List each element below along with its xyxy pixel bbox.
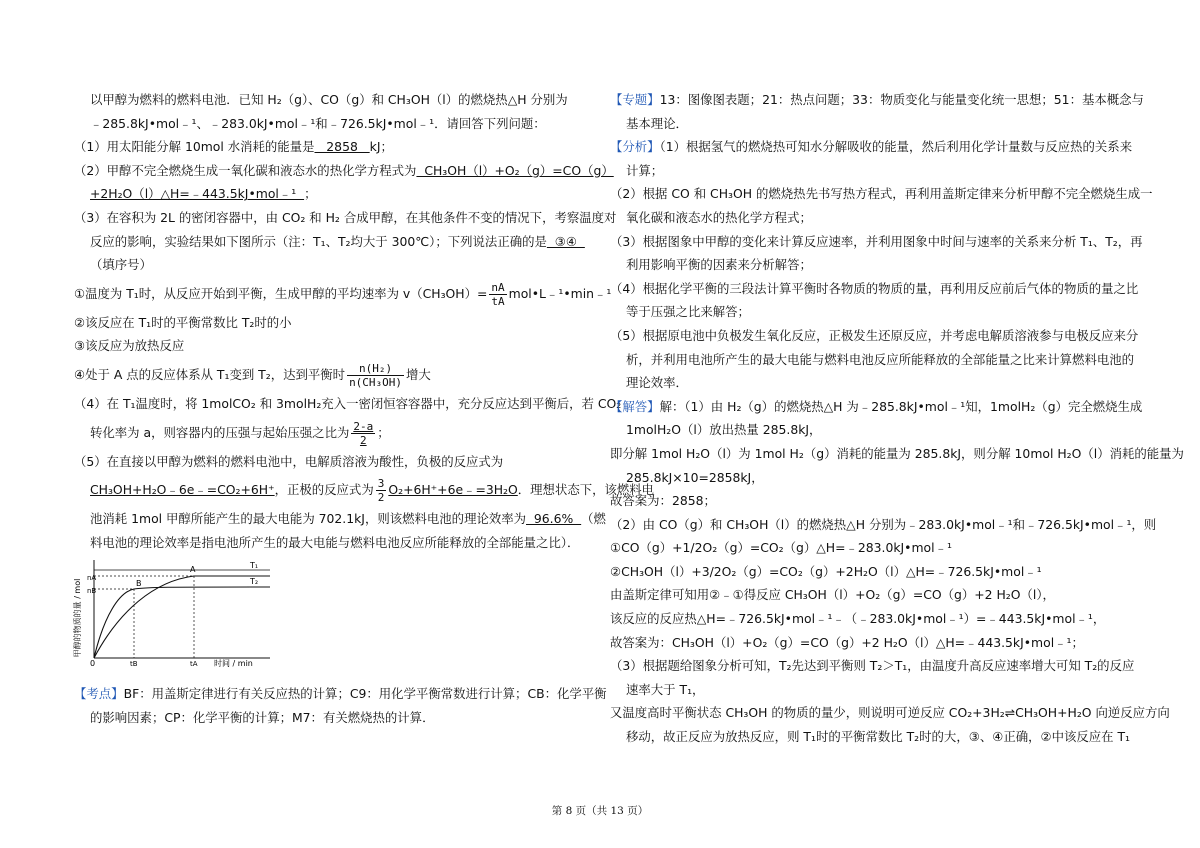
answer-1: 2858 xyxy=(314,139,370,155)
curve-t1 xyxy=(94,576,270,658)
intro-line-2: ﹣285.8kJ•mol﹣¹、﹣283.0kJ•mol﹣¹和﹣726.5kJ•mol﹣¹．请回答下列问题： xyxy=(90,115,546,131)
fraction-na-ta: $\frac{nA}{tA}$ xyxy=(491,280,505,308)
fenxi-line-11: 理论效率． xyxy=(626,375,688,391)
right-column xyxy=(610,88,1184,749)
question-4-line-2: 转化率为 a，则容器内的压强与起始压强之比为 $\frac{2-a}{2}$ ； xyxy=(90,419,390,447)
fenxi-line-2: 计算； xyxy=(626,162,664,178)
methanol-amount-graph xyxy=(74,556,274,668)
answer-5c: 96.6% xyxy=(526,511,582,527)
question-5-line-3: 池消耗 1mol 甲醇所能产生的最大电能为 702.1kJ，则该燃料电池的理论效率为 96.6% （燃 xyxy=(90,511,606,527)
fenxi-line-10: 析，并利用电池所产生的最大电能与燃料电池反应所能释放的全部能量之比来计算燃料电池的 xyxy=(626,351,1135,367)
graph-xlabel: 时间 / min xyxy=(214,659,253,669)
fraction-h2-ch3oh: $\frac{\text{n(H₂)}}{\text{n(CH₃OH)}}$ xyxy=(349,361,403,389)
answer-2a: CH₃OH（l）+O₂（g）=CO（g） xyxy=(416,162,614,178)
kaodian-line-2: 的影响因素；CP：化学平衡的计算；M7：有关燃烧热的计算． xyxy=(90,709,435,725)
question-4-line-1: （4）在 T₁温度时，将 1molCO₂ 和 3molH₂充入一密闭恒容容器中，充分反应达到平衡后，若 CO₂ xyxy=(74,395,622,411)
jieda-line-6: （2）由 CO（g）和 CH₃OH（l）的燃烧热△H 分别为﹣283.0kJ•mol﹣¹和﹣726.5kJ•mol﹣¹，则 xyxy=(610,516,1157,532)
option-4: ④处于 A 点的反应体系从 T₁变到 T₂，达到平衡时 $\frac{\text{n(H₂)}}{\text{n(CH₃OH)}}$ 增大 xyxy=(74,361,431,389)
option-1: ①温度为 T₁时，从反应开始到平衡，生成甲醇的平均速率为 v（CH₃OH）= $\frac{nA}{tA}$ mol•L﹣¹•min﹣¹ xyxy=(74,280,612,308)
fenxi-tag: 【分析】 xyxy=(610,139,660,155)
option-3: ③该反应为放热反应 xyxy=(74,338,185,354)
fenxi-line-5: （3）根据图象中甲醇的变化来计算反应速率，并利用图象中时间与速率的关系来分析 T₁、T₂，再 xyxy=(610,233,1143,249)
question-3-line-3: （填序号） xyxy=(90,257,152,273)
fenxi-line-9: （5）根据原电池中负极发生氧化反应，正极发生还原反应，并考虑电解质溶液参与电极反应来分 xyxy=(610,327,1139,343)
graph-svg xyxy=(74,556,274,668)
answer-5b: $\frac{3}{2}$ O₂+6H⁺+6e﹣=3H₂O xyxy=(377,477,518,505)
fenxi-line-8: 等于压强之比来解答； xyxy=(626,304,750,320)
jieda-line-5: 故答案为：2858； xyxy=(610,493,716,509)
jieda-line-14: 又温度高时平衡状态 CH₃OH 的物质的量少，则说明可逆反应 CO₂+3H₂⇌CH₃OH+H₂O 向逆反应方向 xyxy=(610,705,1170,721)
jieda-line-4: 285.8kJ×10=2858kJ， xyxy=(626,469,764,485)
kaodian-tag: 【考点】 xyxy=(74,686,124,702)
question-5-line-4: 料电池的理论效率是指电池所产生的最大电能与燃料电池反应所能释放的全部能量之比）． xyxy=(90,534,580,550)
question-1: （1）用太阳能分解 10mol 水消耗的能量是 2858 kJ； xyxy=(74,139,393,155)
curve-t2 xyxy=(94,587,270,658)
fenxi-line-4: 氧化碳和液态水的热化学方程式； xyxy=(626,209,812,225)
zhuanti-line-1: 【专题】13：图像图表题；21：热点问题；33：物质变化与能量变化统一思想；51：基本概念与 xyxy=(610,92,1144,107)
kaodian-line-1: 【考点】BF：用盖斯定律进行有关反应热的计算；C9：用化学平衡常数进行计算；CB：化学平衡 xyxy=(74,686,607,702)
intro-line-1: 以甲醇为燃料的燃料电池．已知 H₂（g）、CO（g）和 CH₃OH（l）的燃烧热△H 分别为 xyxy=(90,92,568,107)
jieda-tag: 【解答】 xyxy=(610,398,660,414)
answer-3: ③④ xyxy=(546,233,585,249)
fenxi-line-3: （2）根据 CO 和 CH₃OH 的燃烧热先书写热方程式，再利用盖斯定律来分析甲醇不完全燃烧生成一 xyxy=(610,186,1153,202)
label-nb: nB xyxy=(87,587,97,596)
jieda-line-3: 即分解 1mol H₂O（l）为 1mol H₂（g）消耗的能量为 285.8kJ，则分解 10mol H₂O（l）消耗的能量为 xyxy=(610,445,1184,461)
answer-4: $\frac{2-a}{2}$ xyxy=(353,419,374,447)
label-t1: T₁ xyxy=(250,561,259,571)
point-b-label: B xyxy=(136,579,142,589)
question-2-line-2: +2H₂O（l）△H=﹣443.5kJ•mol﹣¹ ； xyxy=(90,186,317,202)
question-2-line-1: （2）甲醇不完全燃烧生成一氧化碳和液态水的热化学方程式为 CH₃OH（l）+O₂（g）=CO（g） xyxy=(74,162,614,178)
label-origin: 0 xyxy=(90,659,96,669)
question-5-line-2: CH₃OH+H₂O﹣6e﹣=CO₂+6H⁺，正极的反应式为 $\frac{3}{2}$ O₂+6H⁺+6e﹣=3H₂O．理想状态下，该燃料电 xyxy=(90,477,655,505)
answer-2b: +2H₂O（l）△H=﹣443.5kJ•mol﹣¹ xyxy=(90,186,305,202)
fenxi-line-1: 【分析】（1）根据氢气的燃烧热可知水分解吸收的能量，然后利用化学计量数与反应热的关系来 xyxy=(610,139,1133,155)
label-t2: T₂ xyxy=(250,577,259,587)
graph-ylabel: 甲醇的物质的量 / mol xyxy=(73,578,82,658)
jieda-line-8: ②CH₃OH（l）+3/2O₂（g）=CO₂（g）+2H₂O（l）△H=﹣726.5kJ•mol﹣¹ xyxy=(610,563,1042,579)
jieda-line-11: 故答案为：CH₃OH（l）+O₂（g）=CO（g）+2 H₂O（l）△H=﹣443.5kJ•mol﹣¹； xyxy=(610,634,1084,650)
point-a-label: A xyxy=(190,565,196,575)
jieda-line-7: ①CO（g）+1/2O₂（g）=CO₂（g）△H=﹣283.0kJ•mol﹣¹ xyxy=(610,540,952,556)
label-na: nA xyxy=(87,574,97,583)
answer-5a: CH₃OH+H₂O﹣6e﹣=CO₂+6H⁺ xyxy=(90,482,275,498)
option-2: ②该反应在 T₁时的平衡常数比 T₂时的小 xyxy=(74,314,292,330)
fenxi-line-6: 利用影响平衡的因素来分析解答； xyxy=(626,257,812,273)
jieda-line-13: 速率大于 T₁， xyxy=(626,681,705,697)
fenxi-line-7: （4）根据化学平衡的三段法计算平衡时各物质的物质的量，再利用反应前后气体的物质的量之比 xyxy=(610,280,1139,296)
question-3-line-1: （3）在容积为 2L 的密闭容器中，由 CO₂ 和 H₂ 合成甲醇，在其他条件不变的情况下，考察温度对 xyxy=(74,209,617,225)
jieda-line-1: 【解答】解：（1）由 H₂（g）的燃烧热△H 为﹣285.8kJ•mol﹣¹知，1molH₂（g）完全燃烧生成 xyxy=(610,398,1143,414)
page-footer: 第 8 页（共 13 页） xyxy=(551,805,649,817)
label-tb: tB xyxy=(130,660,138,669)
zhuanti-line-2: 基本理论． xyxy=(626,115,688,131)
jieda-line-9: 由盖斯定律可知用②﹣①得反应 CH₃OH（l）+O₂（g）=CO（g）+2 H₂O（l）， xyxy=(610,587,1055,603)
zhuanti-tag: 【专题】 xyxy=(610,92,660,107)
question-3-line-2: 反应的影响，实验结果如下图所示（注：T₁、T₂均大于 300℃）；下列说法正确的是 ③④ xyxy=(90,233,585,249)
jieda-line-2: 1molH₂O（l）放出热量 285.8kJ， xyxy=(626,422,822,438)
jieda-line-12: （3）根据题给图象分析可知，T₂先达到平衡则 T₂＞T₁，由温度升高反应速率增大可知 T₂的反应 xyxy=(610,658,1135,674)
jieda-line-10: 该反应的反应热△H=﹣726.5kJ•mol﹣¹﹣（﹣283.0kJ•mol﹣¹）=﹣443.5kJ•mol﹣¹， xyxy=(610,611,1106,627)
question-5-line-1: （5）在直接以甲醇为燃料的燃料电池中，电解质溶液为酸性，负极的反应式为 xyxy=(74,453,504,469)
jieda-line-15: 移动，故正反应为放热反应，则 T₁时的平衡常数比 T₂时的大，③、④正确，②中该反应在 T₁ xyxy=(626,729,1131,745)
label-ta: tA xyxy=(190,660,198,669)
